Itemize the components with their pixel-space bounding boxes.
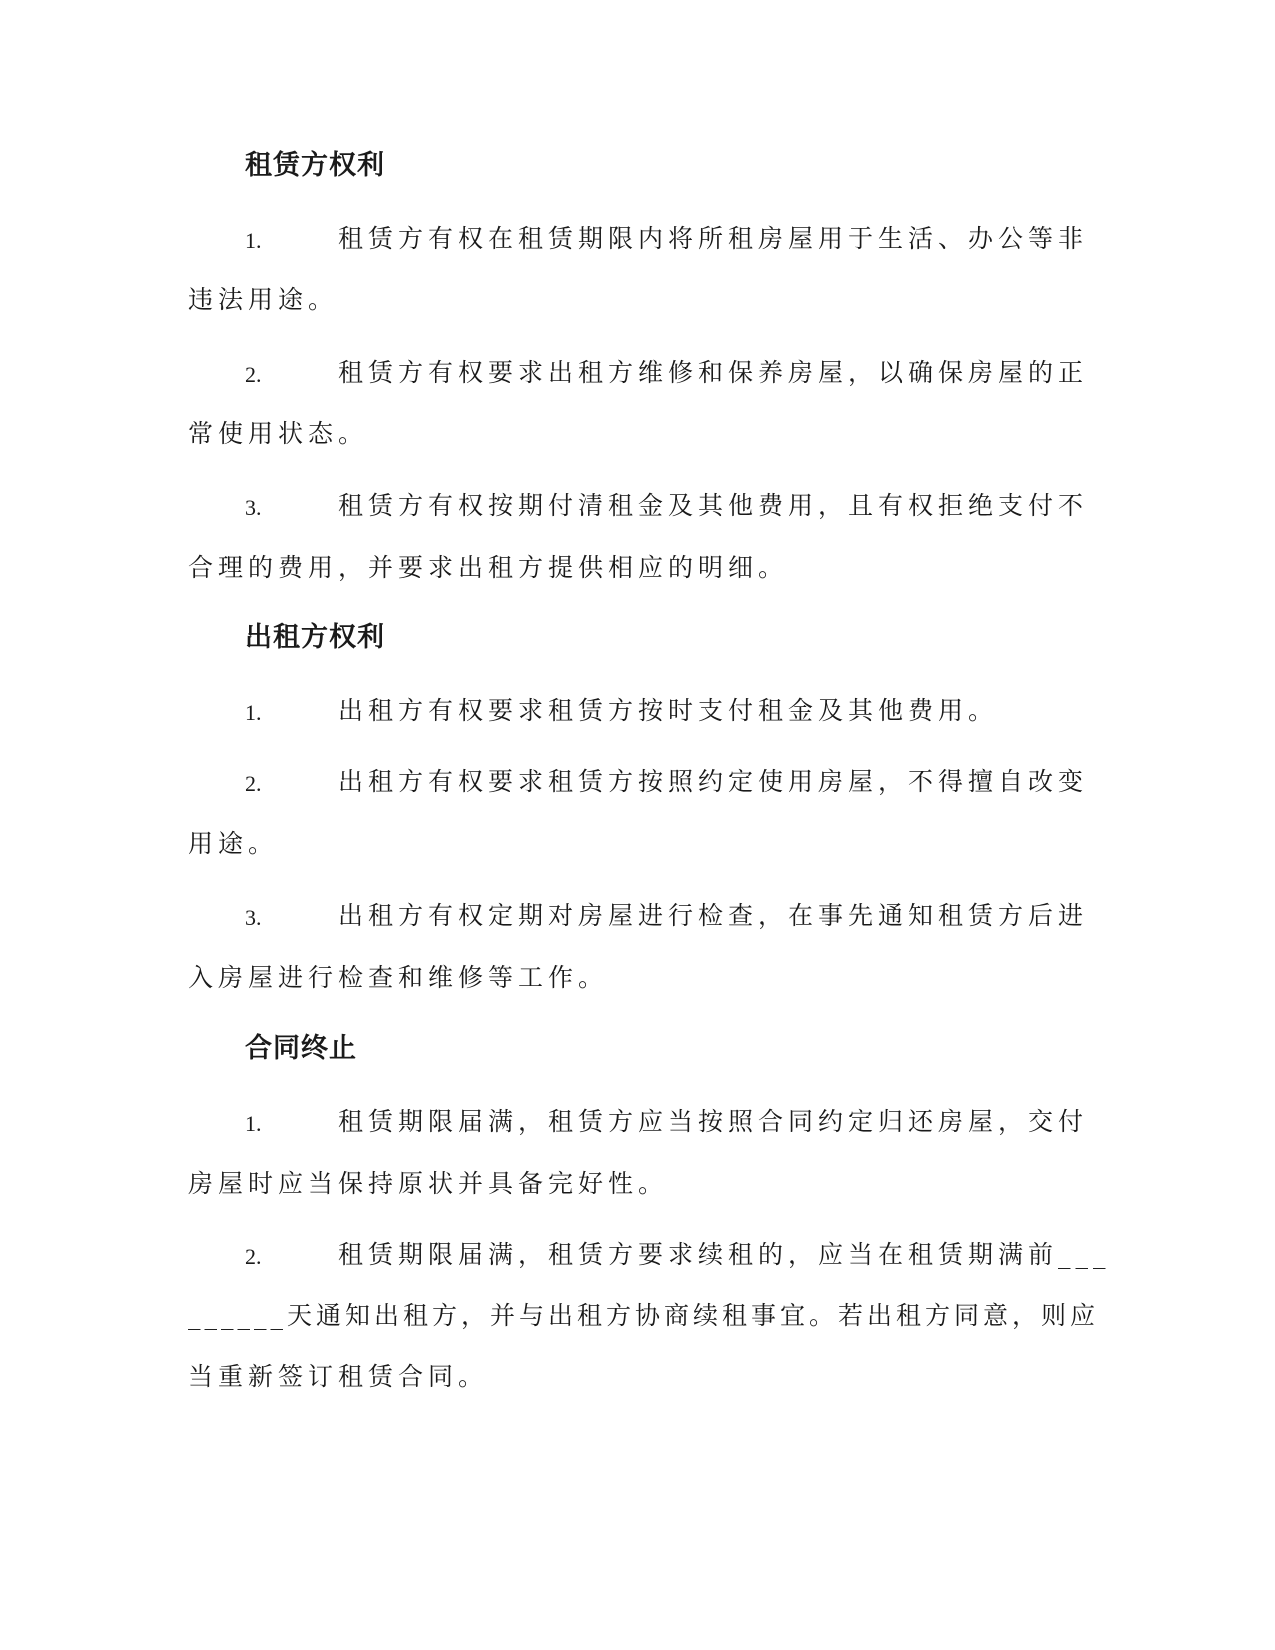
- list-item-text: 出租方有权定期对房屋进行检查，在事先通知租赁方后进: [338, 901, 1089, 930]
- list-item-text: 租赁期限届满，租赁方应当按照合同约定归还房屋，交付: [338, 1107, 1089, 1136]
- list-item-text: 出租方有权要求租赁方按照约定使用房屋，不得擅自改变: [338, 767, 1089, 796]
- list-item-text-continued: 房屋时应当保持原状并具备完好性。: [188, 1169, 669, 1198]
- list-item-text: 租赁方有权要求出租方维修和保养房屋，以确保房屋的正: [338, 358, 1089, 387]
- list-item-text-continued: ______天通知出租方，并与出租方协商续租事宜。若出租方同意，则应: [188, 1301, 1100, 1330]
- section-heading-landlord-rights: 出租方权利: [245, 622, 385, 653]
- list-item-text: 租赁方有权按期付清租金及其他费用，且有权拒绝支付不: [338, 491, 1089, 520]
- list-item-text: 租赁期限届满，租赁方要求续租的，应当在租赁期满前___: [338, 1240, 1111, 1269]
- list-item-text-continued: 违法用途。: [188, 285, 339, 314]
- section-heading-tenant-rights: 租赁方权利: [245, 150, 385, 181]
- list-item-number: 3.: [245, 905, 262, 930]
- list-item-text-continued: 合理的费用，并要求出租方提供相应的明细。: [188, 553, 789, 582]
- list-item-text: 出租方有权要求租赁方按时支付租金及其他费用。: [338, 696, 999, 725]
- list-item-text-continued: 常使用状态。: [188, 419, 369, 448]
- list-item-text-continued: 入房屋进行检查和维修等工作。: [188, 963, 609, 992]
- list-item-number: 1.: [245, 700, 262, 725]
- list-item-number: 2.: [245, 362, 262, 387]
- section-heading-contract-termination: 合同终止: [245, 1033, 357, 1064]
- list-item-number: 1.: [245, 228, 262, 253]
- list-item-text-continued: 当重新签订租赁合同。: [188, 1362, 489, 1391]
- list-item-text-continued: 用途。: [188, 829, 279, 858]
- list-item-text: 租赁方有权在租赁期限内将所租房屋用于生活、办公等非: [338, 224, 1089, 253]
- list-item-number: 3.: [245, 495, 262, 520]
- list-item-number: 2.: [245, 771, 262, 796]
- list-item-number: 1.: [245, 1111, 262, 1136]
- list-item-number: 2.: [245, 1244, 262, 1269]
